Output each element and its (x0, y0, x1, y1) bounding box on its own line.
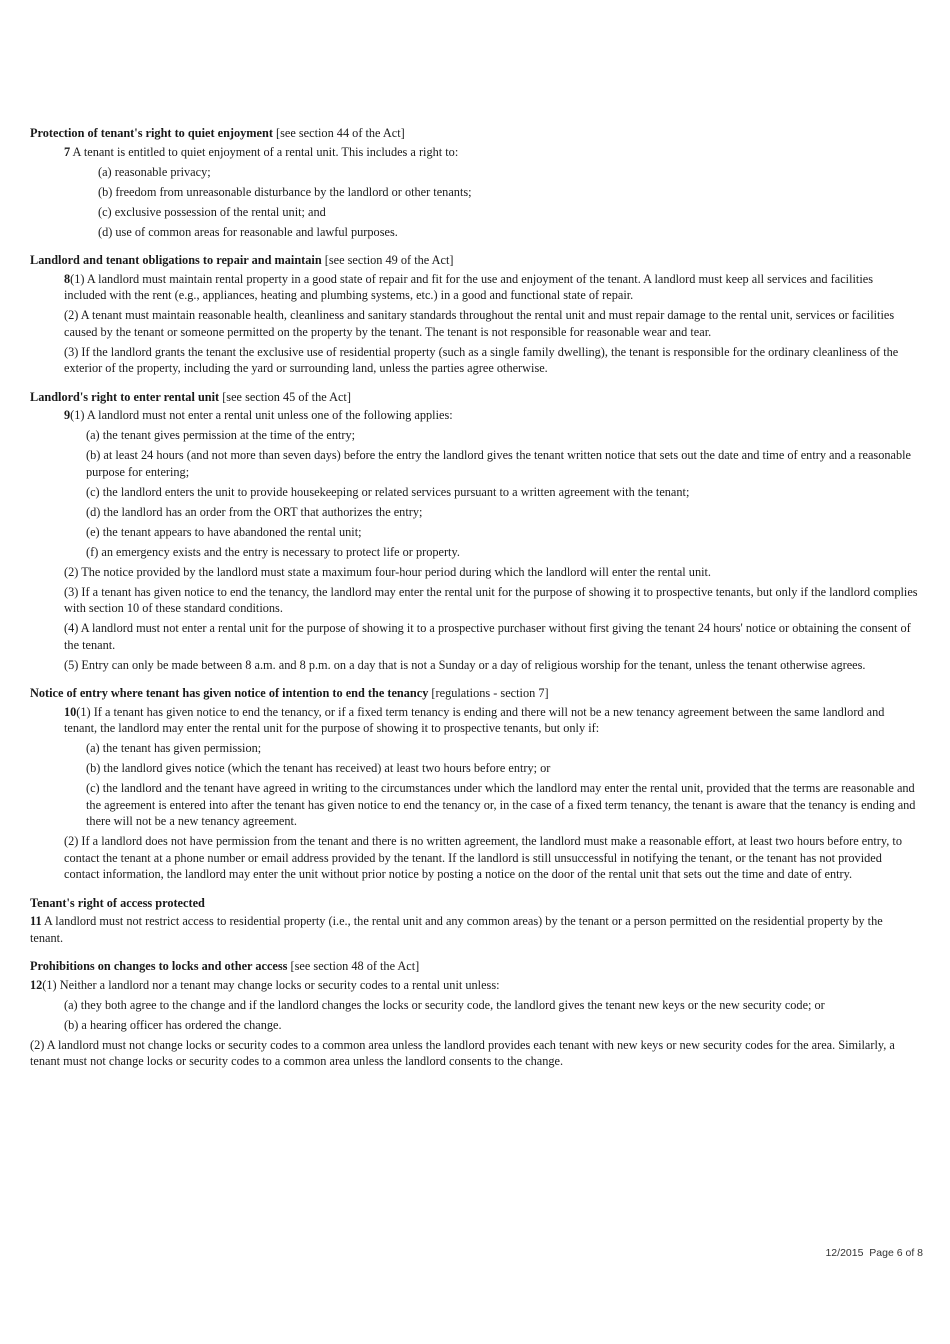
list-item: (a) the tenant gives permission at the time of the entry; (86, 428, 356, 442)
section-12-intro: 12(1) Neither a landlord nor a tenant may change locks or security codes to a rental unit unless: (30, 977, 500, 992)
list-item: (b) a hearing officer has ordered the change. (64, 1017, 282, 1032)
section-10-para-2: (2) If a landlord does not have permission from the tenant and there is no written agreement, the landlord must make a reasonable effort, at least two hours before entry, to contact the tenant at a phone number or email address provided by the tenant. If the landlord is still unsuccessful in notifying the tenant, or the tenant has not provided contact information, the landlord may enter the unit without prior notice by posting a notice on the door of the rental unit that sets out the time and date of entry. (64, 834, 902, 881)
list-item: (a) they both agree to the change and if the landlord changes the locks or security code, the landlord gives the tenant new keys or the new security code; or (64, 997, 825, 1012)
list-item: (b) freedom from unreasonable disturbance by the landlord or other tenants; (98, 184, 472, 199)
list-item: (e) the tenant appears to have abandoned the rental unit; (86, 524, 362, 539)
document-page (30, 125, 918, 1082)
list-item: (f) an emergency exists and the entry is necessary to protect life or property. (86, 544, 460, 559)
section-9-para-3: (3) If a tenant has given notice to end the tenancy, the landlord may enter the rental unit for the purpose of showing it to prospective tenants, but only if the landlord complies with section 10 of these standard conditions. (64, 584, 918, 615)
section-12-para-2: (2) A landlord must not change locks or security codes to a common area unless the landlord provides each tenant with new keys or new security codes for the area. Similarly, a tenant must not change locks or security codes to a common area unless the landlord consents to the change. (30, 1037, 895, 1068)
list-item: (c) the landlord enters the unit to provide housekeeping or related services pursuant to a written agreement with the tenant; (86, 484, 690, 499)
footer-date: 12/2015 (825, 1247, 864, 1259)
section-8-para-3: (3) If the landlord grants the tenant the exclusive use of residential property (such as a single family dwelling), the tenant is responsible for the ordinary cleanliness of the exterior of the property, including the yard or surrounding land, unless the parties agree otherwise. (64, 344, 899, 375)
section-11-text: 11 A landlord must not restrict access to residential property (i.e., the rental unit and any common areas) by the tenant or a person permitted on the residential property by the tenant. (30, 914, 883, 945)
section-7 (30, 125, 918, 240)
list-item: (a) the tenant has given permission; (86, 741, 262, 755)
section-8-para-1: 8(1) A landlord must maintain rental property in a good state of repair and fit for the use and enjoyment of the tenant. A landlord must keep all services and facilities included with the rent (e.g., appliances, heating and plumbing systems, etc.) in a good and functional state of repair. (64, 271, 873, 302)
section-7-intro: 7 A tenant is entitled to quiet enjoyment of a rental unit. This includes a right to: (64, 144, 459, 159)
section-8-heading: Landlord and tenant obligations to repair and maintain [see section 49 of the Act] (30, 253, 454, 267)
list-item: (a) reasonable privacy; (98, 164, 211, 179)
section-9-heading: Landlord's right to enter rental unit [see section 45 of the Act] (30, 389, 351, 404)
section-11 (30, 895, 918, 947)
section-10-heading: Notice of entry where tenant has given notice of intention to end the tenancy [regulations - section 7] (30, 686, 549, 700)
section-8-para-2: (2) A tenant must maintain reasonable health, cleanliness and sanitary standards throughout the rental unit and must repair damage to the rental unit, services or facilities caused by the tenant or someone permitted on the property by the tenant. The tenant is not responsible for reasonable wear and tear. (64, 308, 895, 339)
section-12-heading: Prohibitions on changes to locks and other access [see section 48 of the Act] (30, 959, 420, 973)
section-7-heading: Protection of tenant's right to quiet enjoyment [see section 44 of the Act] (30, 126, 405, 140)
page-footer (825, 1245, 923, 1262)
list-item: (d) use of common areas for reasonable and lawful purposes. (98, 224, 398, 239)
list-item: (b) at least 24 hours (and not more than seven days) before the entry the landlord gives the tenant written notice that sets out the date and time of entry and a reasonable purpose for entering; (86, 448, 911, 479)
section-10-intro: 10(1) If a tenant has given notice to end the tenancy, or if a fixed term tenancy is ending and there will not be a new tenancy agreement between the same landlord and tenant, the landlord may enter the rental unit for the purpose of showing it to prospective tenants, but only if: (64, 704, 885, 735)
section-8 (30, 252, 918, 377)
list-item: (d) the landlord has an order from the ORT that authorizes the entry; (86, 504, 423, 519)
list-item: (c) the landlord and the tenant have agreed in writing to the circumstances under which the landlord may enter the rental unit, provided that the terms are reasonable and the agreement is entered into after the tenant has given notice to end the tenancy or, in the case of a fixed term tenancy, the tenant is aware that the tenancy is ending and there will not be a new tenancy agreement. (86, 781, 916, 828)
section-9-para-2: (2) The notice provided by the landlord must state a maximum four-hour period during which the landlord will enter the rental unit. (64, 564, 711, 579)
section-10 (30, 685, 918, 883)
list-item: (c) exclusive possession of the rental unit; and (98, 204, 326, 219)
section-9-intro: 9(1) A landlord must not enter a rental unit unless one of the following applies: (64, 408, 453, 422)
section-11-heading: Tenant's right of access protected (30, 895, 205, 910)
section-12 (30, 958, 918, 1070)
list-item: (b) the landlord gives notice (which the tenant has received) at least two hours before entry; or (86, 761, 551, 775)
page-number: Page 6 of 8 (869, 1247, 923, 1259)
section-9 (30, 389, 918, 674)
section-9-para-5: (5) Entry can only be made between 8 a.m. and 8 p.m. on a day that is not a Sunday or a day of religious worship for the tenant, unless the tenant otherwise agrees. (64, 657, 866, 672)
section-9-para-4: (4) A landlord must not enter a rental unit for the purpose of showing it to a prospective purchaser without first giving the tenant 24 hours' notice or obtaining the consent of the tenant. (64, 621, 911, 652)
